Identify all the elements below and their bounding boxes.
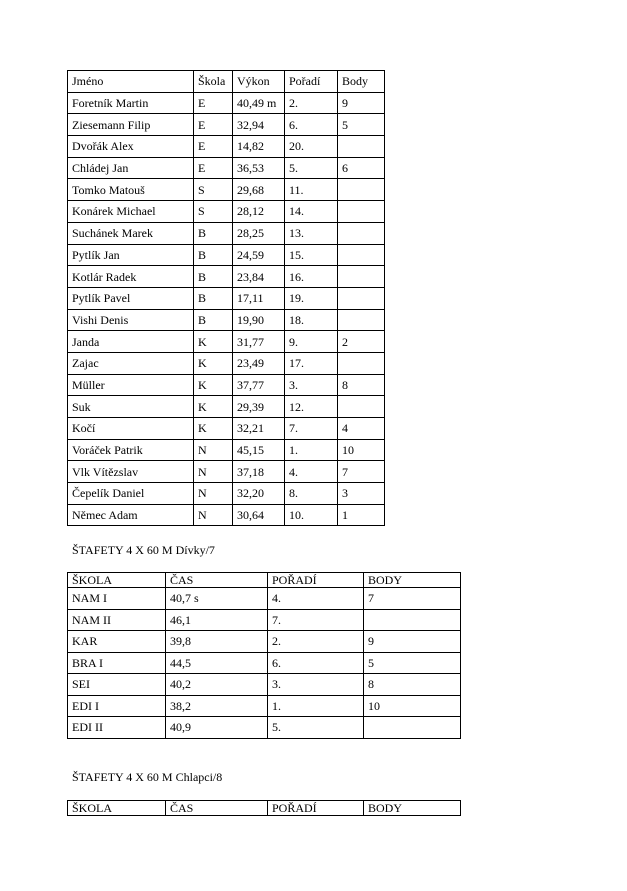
table-row bbox=[68, 266, 385, 288]
table-cell: 38,2 bbox=[166, 695, 268, 717]
table-cell: 4 bbox=[338, 418, 385, 440]
table-cell: EDI I bbox=[68, 695, 166, 717]
table-cell: BRA I bbox=[68, 652, 166, 674]
table-cell: K bbox=[194, 418, 233, 440]
table-cell: 5. bbox=[285, 157, 338, 179]
table-cell: 6. bbox=[285, 114, 338, 136]
table-cell: 40,9 bbox=[166, 717, 268, 739]
table-row bbox=[68, 418, 385, 440]
table-row bbox=[68, 179, 385, 201]
table-row bbox=[68, 114, 385, 136]
relay-boys-table-body bbox=[68, 801, 461, 816]
table-row bbox=[68, 287, 385, 309]
table-cell: 30,64 bbox=[233, 504, 285, 526]
column-header: Výkon bbox=[233, 71, 285, 93]
table-cell: B bbox=[194, 309, 233, 331]
table-row bbox=[68, 631, 461, 653]
table-row bbox=[68, 609, 461, 631]
table-cell: Foretník Martin bbox=[68, 92, 194, 114]
column-header: Jméno bbox=[68, 71, 194, 93]
table-cell: 9 bbox=[338, 92, 385, 114]
table-cell: 5 bbox=[338, 114, 385, 136]
table-cell: 7 bbox=[338, 461, 385, 483]
table-row bbox=[68, 201, 385, 223]
table-cell: 40,2 bbox=[166, 674, 268, 696]
table-cell: 23,49 bbox=[233, 352, 285, 374]
header-row bbox=[68, 801, 461, 816]
table-cell: 17. bbox=[285, 352, 338, 374]
table-row bbox=[68, 504, 385, 526]
table-cell: Ziesemann Filip bbox=[68, 114, 194, 136]
relay-girls-table-body bbox=[68, 573, 461, 739]
table-cell: 39,8 bbox=[166, 631, 268, 653]
table-cell: 10 bbox=[338, 439, 385, 461]
table-cell: Vishi Denis bbox=[68, 309, 194, 331]
table-cell: B bbox=[194, 222, 233, 244]
column-header: Body bbox=[338, 71, 385, 93]
column-header: ČAS bbox=[166, 801, 268, 816]
table-cell: 29,68 bbox=[233, 179, 285, 201]
table-row bbox=[68, 244, 385, 266]
table-cell: 14,82 bbox=[233, 136, 285, 158]
table-row bbox=[68, 136, 385, 158]
table-row bbox=[68, 483, 385, 505]
table-cell: Konárek Michael bbox=[68, 201, 194, 223]
table-cell: S bbox=[194, 179, 233, 201]
table-cell: 9 bbox=[364, 631, 461, 653]
table-row bbox=[68, 588, 461, 610]
table-row bbox=[68, 461, 385, 483]
table-cell: Suk bbox=[68, 396, 194, 418]
table-cell: Pytlík Jan bbox=[68, 244, 194, 266]
table-cell: KAR bbox=[68, 631, 166, 653]
column-header: BODY bbox=[364, 801, 461, 816]
table-cell: E bbox=[194, 157, 233, 179]
table-cell: 16. bbox=[285, 266, 338, 288]
table-row bbox=[68, 222, 385, 244]
table-cell: 7. bbox=[268, 609, 364, 631]
table-cell: 40,7 s bbox=[166, 588, 268, 610]
table-cell bbox=[338, 136, 385, 158]
table-cell bbox=[338, 179, 385, 201]
table-cell: 10. bbox=[285, 504, 338, 526]
table-cell: 18. bbox=[285, 309, 338, 331]
table-cell: E bbox=[194, 92, 233, 114]
table-row bbox=[68, 674, 461, 696]
table-cell: 1. bbox=[285, 439, 338, 461]
table-cell: 15. bbox=[285, 244, 338, 266]
table-cell: 3. bbox=[268, 674, 364, 696]
column-header: ŠKOLA bbox=[68, 801, 166, 816]
table-cell bbox=[338, 266, 385, 288]
relay-boys-table bbox=[67, 800, 461, 816]
column-header: ČAS bbox=[166, 573, 268, 588]
table-row bbox=[68, 157, 385, 179]
table-cell: B bbox=[194, 287, 233, 309]
table-cell: 1 bbox=[338, 504, 385, 526]
table-cell: 3 bbox=[338, 483, 385, 505]
table-cell bbox=[338, 287, 385, 309]
table-cell: Kotlár Radek bbox=[68, 266, 194, 288]
table-row bbox=[68, 717, 461, 739]
table-cell: Chládej Jan bbox=[68, 157, 194, 179]
table-cell bbox=[364, 717, 461, 739]
column-header: Pořadí bbox=[285, 71, 338, 93]
table-cell: 6 bbox=[338, 157, 385, 179]
table-cell: EDI II bbox=[68, 717, 166, 739]
table-cell: N bbox=[194, 483, 233, 505]
table-cell: K bbox=[194, 352, 233, 374]
table-cell: Janda bbox=[68, 331, 194, 353]
table-cell: Kočí bbox=[68, 418, 194, 440]
table-cell bbox=[338, 352, 385, 374]
table-row bbox=[68, 352, 385, 374]
table-cell: 32,20 bbox=[233, 483, 285, 505]
table-cell: 3. bbox=[285, 374, 338, 396]
table-cell: 19,90 bbox=[233, 309, 285, 331]
table-cell: N bbox=[194, 504, 233, 526]
table-cell: 5 bbox=[364, 652, 461, 674]
table-cell: 17,11 bbox=[233, 287, 285, 309]
table-cell bbox=[338, 244, 385, 266]
table-cell: 37,77 bbox=[233, 374, 285, 396]
header-row bbox=[68, 573, 461, 588]
table-cell: 14. bbox=[285, 201, 338, 223]
table-row bbox=[68, 92, 385, 114]
table-cell: NAM I bbox=[68, 588, 166, 610]
table-cell bbox=[338, 201, 385, 223]
relay-girls-table bbox=[67, 572, 461, 739]
table-cell: 2. bbox=[285, 92, 338, 114]
table-cell: Pytlík Pavel bbox=[68, 287, 194, 309]
header-row bbox=[68, 71, 385, 93]
table-row bbox=[68, 374, 385, 396]
table-cell: 7 bbox=[364, 588, 461, 610]
table-cell bbox=[364, 609, 461, 631]
table-cell: Müller bbox=[68, 374, 194, 396]
table-cell: E bbox=[194, 114, 233, 136]
table-cell: 10 bbox=[364, 695, 461, 717]
table-cell: N bbox=[194, 439, 233, 461]
table-cell: 36,53 bbox=[233, 157, 285, 179]
table-cell: 20. bbox=[285, 136, 338, 158]
table-cell bbox=[338, 222, 385, 244]
table-cell: 45,15 bbox=[233, 439, 285, 461]
table-cell: B bbox=[194, 244, 233, 266]
table-cell: Zajac bbox=[68, 352, 194, 374]
table-cell: 28,12 bbox=[233, 201, 285, 223]
table-row bbox=[68, 652, 461, 674]
table-cell: 32,21 bbox=[233, 418, 285, 440]
table-cell: Tomko Matouš bbox=[68, 179, 194, 201]
table-cell: K bbox=[194, 396, 233, 418]
column-header: Škola bbox=[194, 71, 233, 93]
table-cell: Vlk Vítězslav bbox=[68, 461, 194, 483]
results-table-body bbox=[68, 71, 385, 526]
table-cell: 8. bbox=[285, 483, 338, 505]
table-cell: 4. bbox=[285, 461, 338, 483]
table-cell: 12. bbox=[285, 396, 338, 418]
table-cell: 1. bbox=[268, 695, 364, 717]
table-cell: 40,49 m bbox=[233, 92, 285, 114]
table-cell: 44,5 bbox=[166, 652, 268, 674]
column-header: POŘADÍ bbox=[268, 573, 364, 588]
table-cell: 24,59 bbox=[233, 244, 285, 266]
table-cell: NAM II bbox=[68, 609, 166, 631]
table-cell: 2 bbox=[338, 331, 385, 353]
table-row bbox=[68, 309, 385, 331]
column-header: BODY bbox=[364, 573, 461, 588]
table-cell: Čepelík Daniel bbox=[68, 483, 194, 505]
table-row bbox=[68, 695, 461, 717]
table-cell: 8 bbox=[364, 674, 461, 696]
table-cell bbox=[338, 396, 385, 418]
column-header: ŠKOLA bbox=[68, 573, 166, 588]
table-cell: 8 bbox=[338, 374, 385, 396]
table-cell bbox=[338, 309, 385, 331]
table-cell: 28,25 bbox=[233, 222, 285, 244]
table-cell: 7. bbox=[285, 418, 338, 440]
table-cell: 2. bbox=[268, 631, 364, 653]
table-cell: 11. bbox=[285, 179, 338, 201]
table-cell: 19. bbox=[285, 287, 338, 309]
relay-boys-heading: ŠTAFETY 4 X 60 M Chlapci/8 bbox=[72, 770, 223, 784]
table-cell: Dvořák Alex bbox=[68, 136, 194, 158]
table-cell: 29,39 bbox=[233, 396, 285, 418]
table-cell: E bbox=[194, 136, 233, 158]
table-cell: N bbox=[194, 461, 233, 483]
table-row bbox=[68, 331, 385, 353]
table-cell: 31,77 bbox=[233, 331, 285, 353]
table-cell: 23,84 bbox=[233, 266, 285, 288]
table-cell: SEI bbox=[68, 674, 166, 696]
table-row bbox=[68, 439, 385, 461]
column-header: POŘADÍ bbox=[268, 801, 364, 816]
table-cell: 9. bbox=[285, 331, 338, 353]
table-cell: 5. bbox=[268, 717, 364, 739]
table-cell: 6. bbox=[268, 652, 364, 674]
table-cell: B bbox=[194, 266, 233, 288]
table-cell: S bbox=[194, 201, 233, 223]
table-cell: Voráček Patrik bbox=[68, 439, 194, 461]
table-cell: K bbox=[194, 331, 233, 353]
table-cell: Suchánek Marek bbox=[68, 222, 194, 244]
table-cell: 13. bbox=[285, 222, 338, 244]
table-cell: 4. bbox=[268, 588, 364, 610]
table-cell: K bbox=[194, 374, 233, 396]
table-cell: 46,1 bbox=[166, 609, 268, 631]
table-cell: 37,18 bbox=[233, 461, 285, 483]
table-row bbox=[68, 396, 385, 418]
results-table bbox=[67, 70, 385, 526]
relay-girls-heading: ŠTAFETY 4 X 60 M Dívky/7 bbox=[72, 543, 215, 557]
table-cell: Němec Adam bbox=[68, 504, 194, 526]
table-cell: 32,94 bbox=[233, 114, 285, 136]
